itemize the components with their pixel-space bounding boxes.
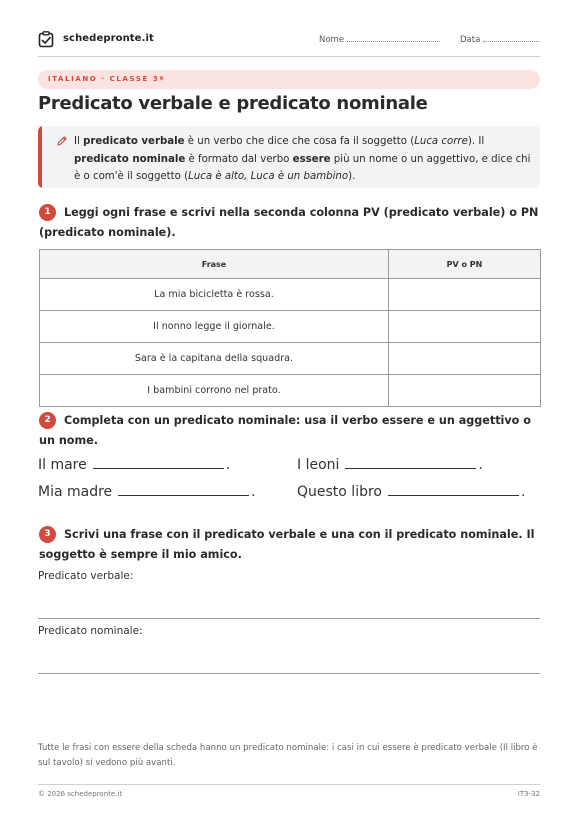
- term-essere: essere: [292, 153, 331, 165]
- pencil-icon: [56, 135, 68, 147]
- label-predicato-verbale: Predicato verbale:: [38, 570, 134, 582]
- checklist-icon: [38, 31, 55, 48]
- exercise-3-number: 3: [39, 526, 56, 543]
- callout-accent-bar: [38, 126, 42, 188]
- col-header-sentence: Frase: [40, 250, 389, 279]
- fill-item-subject: I leoni: [297, 457, 340, 473]
- definition-text: Il predicato verbale è un verbo che dice che cosa fa il soggetto (Luca corre). Il predicato nominale è formato dal verbo essere più un nome o un aggettivo, e dice chi è o com'è il soggetto (Luca è alto, Luca è un bambino).: [74, 136, 531, 182]
- teacher-note: Tutte le frasi con essere della scheda hanno un predicato nominale: i casi in cui essere è predicato verbale (Il libro è sul tavolo) si vedono più avanti.: [38, 743, 538, 768]
- sentence-cell: La mia bicicletta è rossa.: [40, 279, 389, 311]
- exercise-2-prompt: Completa con un predicato nominale: usa il verbo essere e un aggettivo o un nome.: [39, 414, 531, 447]
- term-verbale: predicato verbale: [83, 136, 185, 147]
- sentence-cell: I bambini corrono nel prato.: [40, 375, 389, 407]
- sentence-cell: Il nonno legge il giornale.: [40, 311, 389, 343]
- footer-divider: [38, 784, 540, 785]
- exercise-1-prompt: Leggi ogni frase e scrivi nella seconda colonna PV (predicato verbale) o PN (predicato nominale).: [39, 206, 539, 239]
- fill-blank[interactable]: [118, 494, 249, 496]
- table-row: [40, 375, 541, 407]
- fill-item-subject: Il mare: [38, 457, 87, 473]
- fill-blank[interactable]: [93, 467, 224, 469]
- header-divider: [38, 56, 540, 57]
- exercise-2-number: 2: [39, 412, 56, 429]
- name-label: Nome: [319, 35, 345, 45]
- page-title: Predicato verbale e predicato nominale: [38, 93, 428, 114]
- footer-copyright: © 2026 schedepronte.it: [38, 790, 123, 798]
- table-row: [40, 279, 541, 311]
- date-label: Data: [460, 35, 481, 45]
- writing-line-nominale[interactable]: [38, 673, 540, 674]
- fill-blank[interactable]: [345, 467, 476, 469]
- fill-item-subject: Questo libro: [297, 484, 382, 500]
- brand-name: schedepronte.it: [63, 33, 154, 44]
- table-row: [40, 343, 541, 375]
- example-nominale: Luca è alto, Luca è un bambino: [188, 171, 349, 182]
- fill-item: Il mare .: [38, 457, 231, 473]
- example-verbale: Luca corre: [414, 136, 468, 147]
- subject-tag-label: ITALIANO · CLASSE 3ª: [48, 75, 165, 83]
- answer-cell[interactable]: [389, 279, 541, 311]
- answer-cell[interactable]: [389, 375, 541, 407]
- fill-item: I leoni .: [297, 457, 483, 473]
- date-line[interactable]: [483, 41, 539, 42]
- exercise-1-table: [39, 249, 541, 407]
- label-predicato-nominale: Predicato nominale:: [38, 625, 143, 637]
- answer-cell[interactable]: [389, 343, 541, 375]
- exercise-1-number: 1: [39, 204, 56, 221]
- date-field: [460, 35, 539, 45]
- fill-item: Questo libro .: [297, 484, 526, 500]
- fill-item-subject: Mia madre: [38, 484, 113, 500]
- footer-code: IT3-32: [517, 790, 540, 798]
- subject-tag: [38, 70, 540, 89]
- fill-blank[interactable]: [388, 494, 519, 496]
- col-header-answer: PV o PN: [389, 250, 541, 279]
- table-row: [40, 311, 541, 343]
- name-line[interactable]: [347, 41, 440, 42]
- fill-item: Mia madre .: [38, 484, 256, 500]
- writing-line-verbale[interactable]: [38, 618, 540, 619]
- answer-cell[interactable]: [389, 311, 541, 343]
- sentence-cell: Sara è la capitana della squadra.: [40, 343, 389, 375]
- exercise-3-prompt: Scrivi una frase con il predicato verbale e una con il predicato nominale. Il soggetto è sempre il mio amico.: [39, 528, 535, 561]
- term-nominale: predicato nominale: [74, 153, 186, 165]
- name-field: [319, 35, 440, 45]
